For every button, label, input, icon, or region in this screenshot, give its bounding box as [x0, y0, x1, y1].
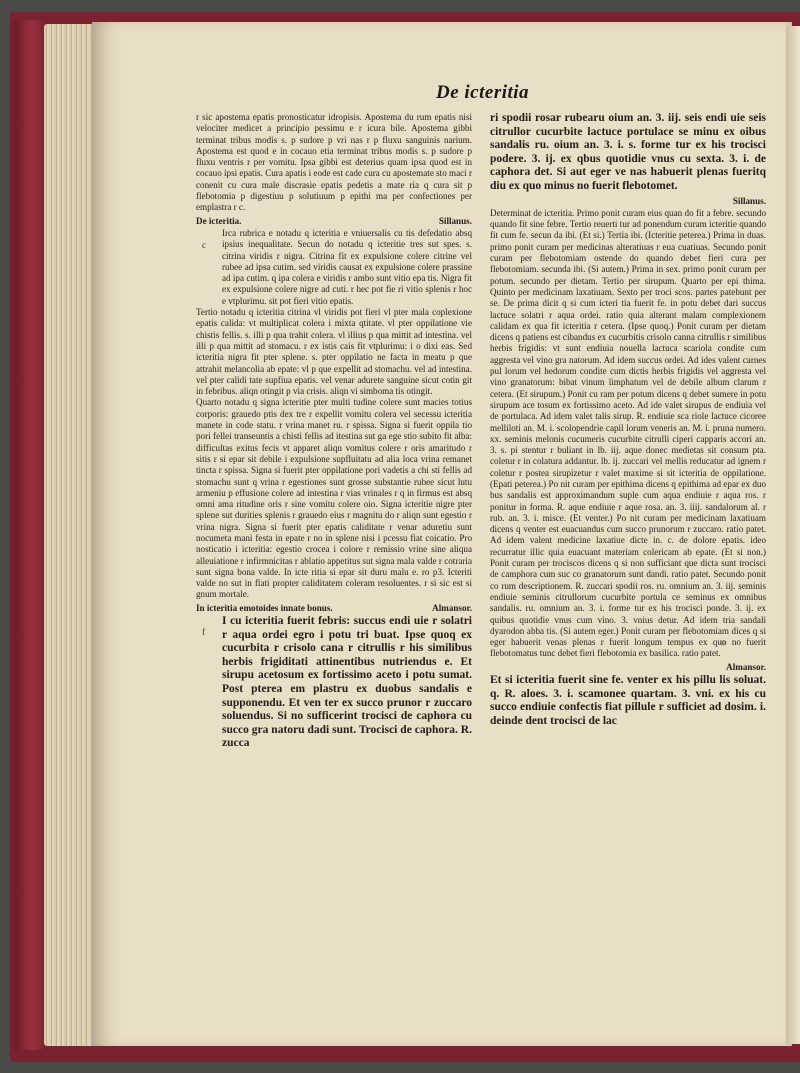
left-paragraph-3: Quarto notadu q signa icteritie pter multi tudine colere sunt macies totius corporis: grauedo ptis dex tre r expellit vomitu colera vel secessu icteritia manete in code statu. r vrina manet ru. r spissa. Signa si fuerit oppila tio pori fellei transeuntis a chisti fellis ad itestina sut ga ege stio subito fit alba: difficultas exitus fecis vt apparet aliqn vomitus colere r oris amaritudo r sitis r si epar sit debile i expulsione supfluitatu ad alia loca vrina remanet tincta r spissa. Signa si fuerit pter oppilatione pori vadetis a chi sti fellis ad stomachu sunt q vrina r egestiones sunt grosse substantie rubee sicut lutu armeniu p effusione colere ad intestina r vias vrinales r q in firmus est absq omni ama ritudine oris r sine vomitu colere oio. Signa icteritie nigre pter splene sut durities splenis r grauedo eius r magnitu do r aliqn sunt egestio r vrina nigra. Signa si fuerit pter epatis caliditate r venar aduretiu sunt nocumeta mani festa in epate r no in splene nisi i pcessu fiat coicatio. Pro nosticatio i icteritia: egestio crocea i colore r remissio vrine sine aliqua alleuiatione r infirmnicitas r ablatio appetitus sut signa mala valde r cotraria sunt signa bona valde. In icte ritia si epar sit duru malu e. ro p3. Icteriti valde no sut in flati propter caliditatem coleram resoluentes. r si sic est si gnum mortale.: [196, 397, 472, 600]
left-paragraph-1: Irca rubrica e notadu q icteritia e vniuersalis cu tis defedatio absq ipsius inequalitate. Secun do notadu q icteritie tres sut spes. s. citrina viridis r nigra. Citrina fit ex expulsione colere citrine vel rubee ad ipsa cutim. sed viridis causat ex expulsione colere prassine ad ipa cutim. q ipa colera e viridis r ambo sunt vitio epa tis. Nigra fit ex expulsione colere nigre ad cuti. r hec pot fie ri vitio splenis r hoc e vtplurimu. sit pot fieri vitio epatis.: [222, 227, 472, 306]
initial-paragraph: [196, 228, 472, 307]
margin-letter-c: c: [202, 239, 206, 250]
almansor-heading-row: [490, 662, 766, 673]
running-head: De icteritia: [436, 82, 530, 103]
facing-page-edge: [786, 26, 800, 1044]
section-attribution-2: Almansor.: [432, 602, 472, 613]
section-heading-row: [196, 216, 472, 227]
paper-stain: [720, 640, 726, 646]
section-heading: De icteritia.: [196, 215, 242, 226]
left-paragraph-intro: r sic apostema epatis pronosticatur idropisis. Apostema du rum epatis nisi velociter medicet a principio pessimu e r icura bile. Apostema gibbi terminat tribus modis s. p sudore p vri nas r p fluxu sanguinis narium. Apostema est quod e in cocauo etia terminat tribus modis s. p sudore p fluxu ventris r per vomitu. Ipsa gibbi est deterius quam ipsa quod est in cocauo ipsi epatis. Cura apatis i eode est cade cura cu apostemate sto maci r conenit cu cura male discrasie epatis pedetis a mate ria q cura sit p flebotomia p digestiuu p solutiuum p epithi ma per confectiones per emplastra r c.: [196, 112, 472, 213]
left-paragraph-2: Tertio notadu q icteritia citrina vl viridis pot fieri vl pter mala coplexione epatis calida: vt multiplicat colera i mixta qtitate. vl pter oppilatione vie chistis fellis. s. illi p qua trahit colera. vl illius p qua mittit ad intestina. vel illi p qua mittit ad stomacu. r ex istis cais fit vtplurimu: i o dixi eas. Sed icteritia nigra fit pter splene. s. pter oppilatio ne facta in meatu p que attrahit melancolia ab epate: vl p que expellit ad stomachu. vel ad intestina. vel pter calidi tate supfiua epatis. vel venar adurete sanguine sicut cotin git in febribus. aliqn otingit p via crisis. aliqn vi simboma tis otingit.: [196, 307, 472, 397]
section-heading-row-2: [196, 603, 472, 614]
section-heading-2: In icteritia emotoides innate bonus.: [196, 602, 333, 613]
right-paragraph-commentary: Determinat de icteritia. Primo ponit curam eius quan do fit a febre. secundo quando fit sine febre. Tertio reuerti tur ad ponendum curam icteritie quando fit cum fe. secun da ibi. (Et si.) Tertia ibi. (Icteritie peterea.) Prima in duas. primo ponit curam per medicinas alteratiuas r eua cuatiuas. Secundo ponit curam per flebotomiam ostende do quando debet fieri cura per flebotomiam. secunda ibi. (Si autem.) Prima in sex. primo ponit curam per potum. secundo per dietam. Tertio per sirupum. Quarto per epi thima. Quinto per medicinam laxatiuam. Sexto per troci scos. partes patebunt per se. De prima dicit q si cum icteri tia fuerit fe. in potu debet dari succus lactuce solatri r aqua ordei. ratio quia alterant malam complexionem calidam ex qua fit icteritia r cetera. (Ipse quoq.) Ponit curam per dietam dicens q patiens est cibandus ex cucurbitis crisolo canna citrullis r similibus herbis frigidis: vt sunt endiuia nouella lactuca scariola condite cum aggresta vel vino gra natorum. Ad idem succus ordei. Ad ides valent carnes pul lorum vel hedorum condite cum dictis herbis frigidis vel aggresta vel vino granatorum: bibat vinum limphatum vel de debile album clarum r cetera. (Et sirupum.) Ponit cu ram per potum dicens q debet sumere in potu sirupum ace tosum ex fortissimo aceto. Ad ide valet sirupus de endiuia vel de portulaca. Ad idem valet talis sirup. R. endiuie sca riole lactuce cicoree melliloti an. M. i. scolopendrie capil lorum veneris an. M. i. pruna numero. xx. seminis melonis cucumeris cucurbite citrulli ciperi capparis accori an. 3. s. pi stentur r buliant in lb. iij. aque donec medietas sit consum pta. coletur r in colatura addantur. lb. ij. zuccari vel mellis reducatur ad ignem r coletur r postea sirupizetur r valet maxime si sit icteritia de oppilatione. (Epati peterea.) Po nit curam per epithima dicens q epithima ad epar ex duo bus sandalis est approximandum suple cum aqua endiuie r aqua ros. r ponitur in forma. R. aque endiuie r aque rosa. an. 3. iiij. sandalorum al. r rub. an. 3. i. misce. (Et venter.) Po nit curam per medicinam laxatiuam dicens q venter est euacuandus cum succo prunorum r zuccaro. ratio patet. Ad idem valent medicine laxatiue dicte in. c. de dolore epatis. ideo recurratur illic quia euacuant materiam colericam ab epate. (Et si non.) Ponit curam per trociscos dicens q si non sufficiant que dicta sunt trocisci de camphora cum suc co granatorum sunt dandi. ratio patet. Secundo ponit co rum descriptionem. R. zuccari spodii ros. ru. omnium an. 3. iij. seminis endiuie seminis citrullorum cucurbite portula ce seminus ex omnibus sandalis. ru. omnium an. 3. i. forme tur ex his trocisci ponde. 3. ij. ex quibus quotidie vnus cum vino. 3. vnius detur. Ad idem tria sandali dyarodon abba tis. (Si autem eger.) Ponit curam per flebotomiam dices q si eger habuerit venas plenas r fuerit longum tempus ex quo no fuerit flebotomatus tunc debet fieri flebotomia ex basilica. ratio patet.: [490, 207, 766, 659]
left-paragraph-large: I cu icteritia fuerit febris: succus endi uie r solatri r aqua ordei egro i potu tri buat. Ipse quoq ex cucurbita r crisolo cana r citrullis r his similibus herbis frigiditati attinentibus nutriendus e. Et sirupu acetosum ex fortissimo aceto i potu sumat. Post pterea em plastru ex duobus sandalis e supponendu. Et ven ter ex succo prunor r zuccaro soluendus. Si no sufficerint trocisci de caphora cu succo gra natoru dadi sunt. Trocisci de caphora. R. zucca: [222, 615, 472, 750]
initial-paragraph-2: [196, 615, 472, 751]
right-paragraph-large-bottom: Et si icteritia fuerit sine fe. venter ex his pillu lis soluat. q. R. aloes. 3. i. scamonee quartam. 3. vni. ex his cu succo endiuie confectis fiat pillule r sufficiet ad dosim. i. deinde dent trocisci de lac: [490, 674, 766, 727]
left-text-column: [196, 112, 472, 1012]
right-text-column: [490, 112, 766, 1012]
margin-letter-f: f: [202, 627, 205, 638]
right-paragraph-large-top: ri spodii rosar rubearu oium an. 3. iij. seis endi uie seis citrullor cucurbite lactuce portulace se minu ex oibus sandalis ru. oium an. 3. i. s. forme tur ex his trocisci podere. 3. ij. ex qbus quotidie vnus cu sexta. 3. i. de caphora det. Si aut eger ve nas habuerit plenas fueritq diu ex quo minus no fuerit flebotomet.: [490, 112, 766, 192]
page-fore-edge: [44, 24, 92, 1046]
binding-spine: [14, 20, 44, 1050]
commentary-attribution: Sillanus.: [732, 195, 766, 206]
almansor-attribution: Almansor.: [726, 661, 766, 672]
commentary-heading-row: [490, 196, 766, 207]
section-attribution: Sillanus.: [438, 215, 472, 226]
